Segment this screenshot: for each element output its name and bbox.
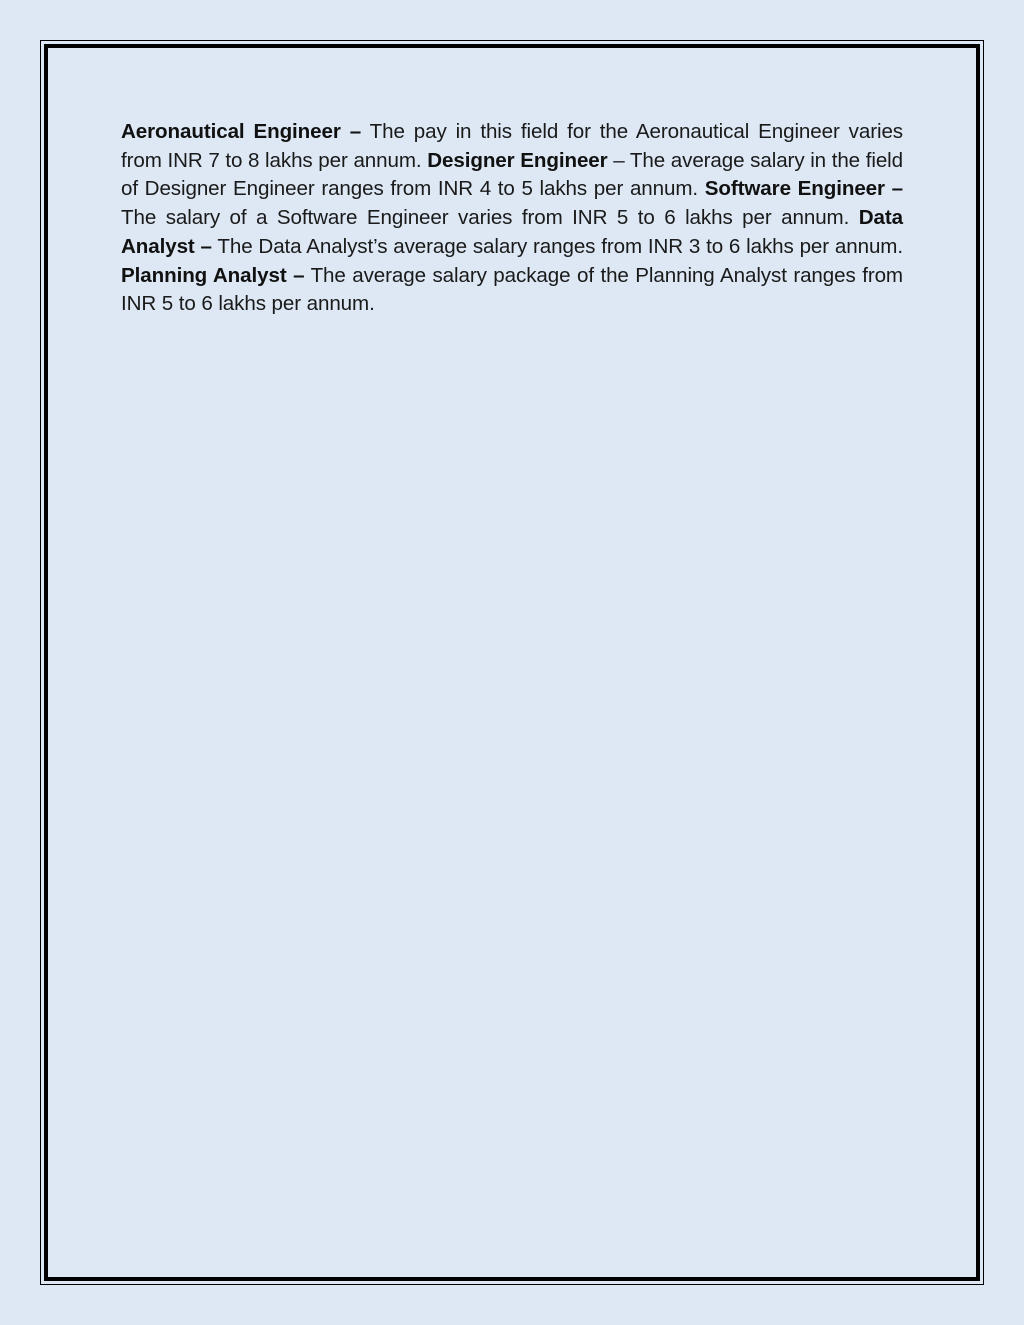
text-aeronautical-engineer: The pay in this field for the Aeronautical Engineer varies from INR 7 to 8 lakhs per annum.: [121, 120, 904, 172]
term-software-engineer: Software Engineer –: [704, 177, 903, 201]
term-aeronautical-engineer: Aeronautical Engineer –: [121, 120, 362, 143]
text-data-analyst: The Data Analyst’s average salary ranges from INR 3 to 6 lakhs per annum.: [211, 234, 903, 258]
text-software-engineer: The salary of a Software Engineer varies from INR 5 to 6 lakhs per annum.: [121, 206, 859, 230]
term-data-analyst: Data Analyst –: [121, 206, 903, 258]
text-designer-engineer: – The average salary in the field of Designer Engineer ranges from INR 4 to 5 lakhs per annum.: [121, 148, 903, 201]
term-designer-engineer: Designer Engineer: [427, 148, 608, 172]
term-planning-analyst: Planning Analyst –: [121, 263, 305, 287]
salary-paragraph: [121, 118, 903, 319]
text-planning-analyst: The average salary package of the Planning Analyst ranges from INR 5 to 6 lakhs per annum.: [121, 263, 903, 316]
